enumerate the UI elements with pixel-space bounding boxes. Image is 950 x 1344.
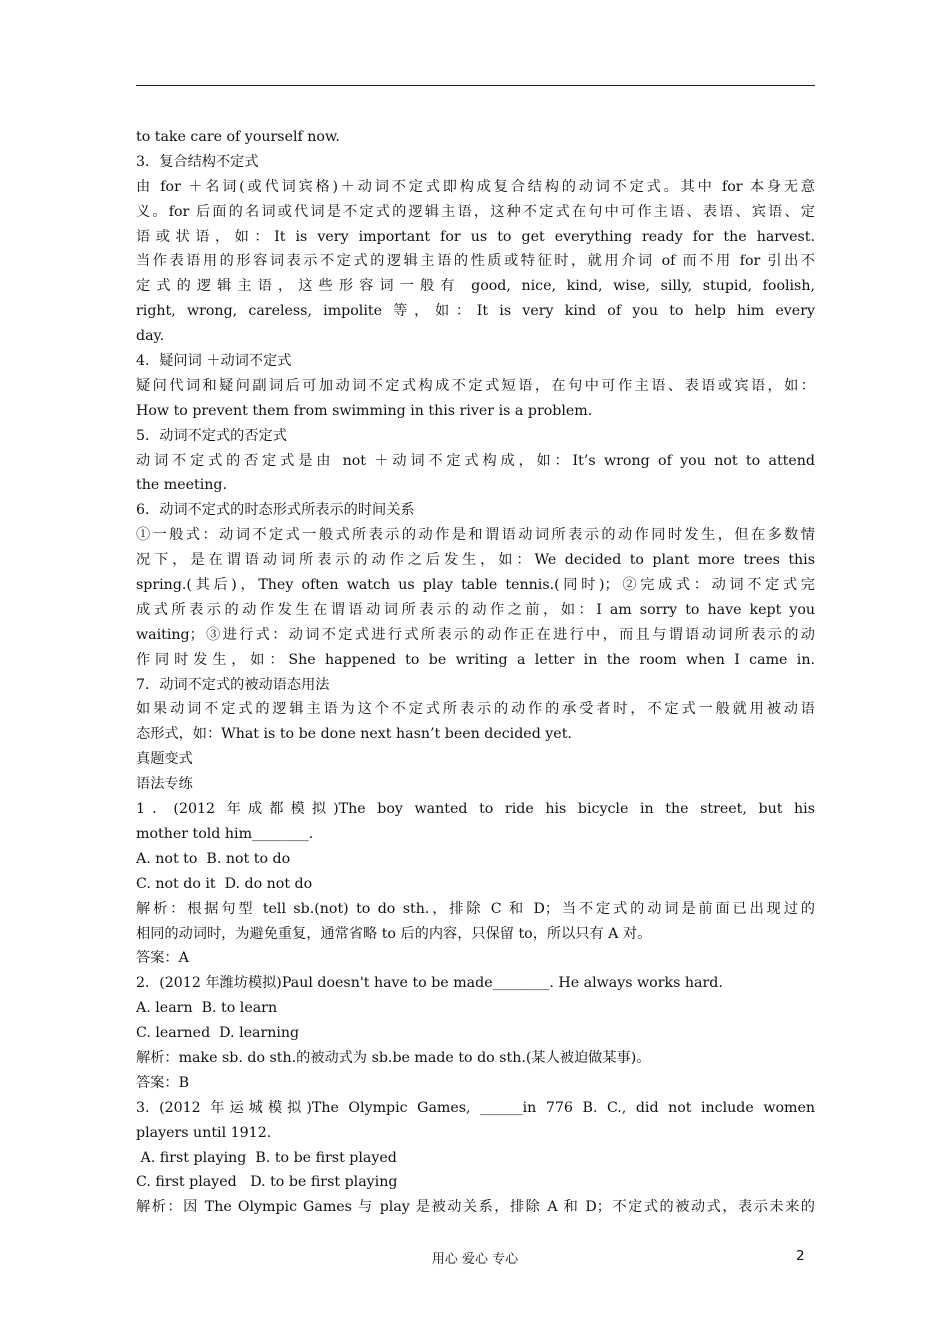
- footer-slogan: 用心 爱心 专心: [431, 1252, 519, 1267]
- text-line: 动词不定式的否定式是由 not ＋动词不定式构成，如：It’s wrong of you not to attend: [136, 452, 815, 469]
- text-line: to take care of yourself now.: [136, 129, 340, 145]
- text-line: 定式的逻辑主语，这些形容词一般有 good, nice, kind, wise, silly, stupid, foolish,: [136, 278, 815, 295]
- text-line: 相同的动词时，为避免重复，通常省略 to 后的内容，只保留 to，所以只有 A 对。: [136, 925, 652, 942]
- text-line: 当作表语用的形容词表示不定式的逻辑主语的性质或特征时，就用介词 of 而不用 for 引出不: [136, 253, 815, 270]
- text-line: A. first playing B. to be first played: [136, 1149, 397, 1166]
- text-line: 真题变式: [136, 751, 193, 768]
- text-line: 解析：make sb. do sth.的被动式为 sb.be made to do sth.(某人被迫做某事)。: [136, 1049, 651, 1066]
- text-line: 3. (2012 年运城模拟)The Olympic Games, ______in 776 B. C., did not include women: [136, 1099, 815, 1116]
- text-line: 作同时发生，如：She happened to be writing a letter in the room when I came in.: [136, 651, 815, 668]
- text-line: 如果动词不定式的逻辑主语为这个不定式所表示的动作的承受者时，不定式一般就用被动语: [136, 701, 815, 718]
- text-line: 态形式，如：What is to be done next hasn’t been decided yet.: [136, 726, 572, 743]
- text-line: 义。for 后面的名词或代词是不定式的逻辑主语，这种不定式在句中可作主语、表语、宾语、定: [136, 203, 815, 220]
- text-line: 4．疑问词 ＋动词不定式: [136, 353, 292, 370]
- text-line: C. not do it D. do not do: [136, 875, 313, 892]
- text-line: players until 1912.: [136, 1124, 272, 1141]
- text-line: 答案：A: [136, 950, 189, 967]
- text-line: How to prevent them from swimming in this river is a problem.: [136, 402, 593, 419]
- text-line: the meeting.: [136, 477, 227, 494]
- text-line: 语法专练: [136, 776, 193, 793]
- text-line: 2．(2012 年潍坊模拟)Paul doesn't have to be made________. He always works hard.: [136, 975, 723, 992]
- text-line: C. first played D. to be first playing: [136, 1174, 398, 1191]
- page-footer: [0, 1248, 950, 1270]
- text-line: mother told him________.: [136, 825, 314, 842]
- text-line: 1．(2012 年成都模拟)The boy wanted to ride his bicycle in the street, but his: [136, 801, 815, 818]
- text-line: ①一般式：动词不定式一般式所表示的动作是和谓语动词所表示的动作同时发生，但在多数情: [136, 527, 815, 544]
- text-line: 成式所表示的动作发生在谓语动词所表示的动作之前，如：I am sorry to have kept you: [136, 601, 815, 618]
- header-rule: [136, 85, 815, 86]
- text-line: 况下，是在谓语动词所表示的动作之后发生，如：We decided to plant more trees this: [136, 552, 815, 569]
- text-line: C. learned D. learning: [136, 1025, 300, 1042]
- text-line: 解析：根据句型 tell sb.(not) to do sth.，排除 C 和 D；当不定式的动词是前面已出现过的: [136, 900, 815, 917]
- text-line: spring.(其后)，They often watch us play table tennis.(同时)；②完成式：动词不定式完: [136, 577, 815, 594]
- text-line: A. learn B. to learn: [136, 1000, 278, 1017]
- text-line: 3．复合结构不定式: [136, 153, 259, 170]
- text-line: 7．动词不定式的被动语态用法: [136, 676, 330, 693]
- text-line: 由 for ＋名词(或代词宾格)＋动词不定式即构成复合结构的动词不定式。其中 for 本身无意: [136, 178, 815, 195]
- text-line: waiting；③进行式：动词不定式进行式所表示的动作正在进行中，而且与谓语动词所表示的动: [136, 626, 815, 643]
- text-line: 答案：B: [136, 1074, 189, 1091]
- text-line: A. not to B. not to do: [136, 850, 291, 867]
- document-body: [136, 125, 815, 1220]
- text-line: right, wrong, careless, impolite 等，如：It is very kind of you to help him every: [136, 303, 815, 320]
- text-line: 5．动词不定式的否定式: [136, 427, 287, 444]
- text-line: 疑问代词和疑问副词后可加动词不定式构成不定式短语，在句中可作主语、表语或宾语，如：: [136, 377, 815, 394]
- page-number: 2: [796, 1248, 805, 1264]
- text-line: 6．动词不定式的时态形式所表示的时间关系: [136, 502, 415, 519]
- text-line: 语或状语，如：It is very important for us to get everything ready for the harvest.: [136, 228, 815, 245]
- text-line: day.: [136, 328, 165, 345]
- text-line: 解析：因 The Olympic Games 与 play 是被动关系，排除 A 和 D；不定式的被动式，表示未来的: [136, 1199, 815, 1216]
